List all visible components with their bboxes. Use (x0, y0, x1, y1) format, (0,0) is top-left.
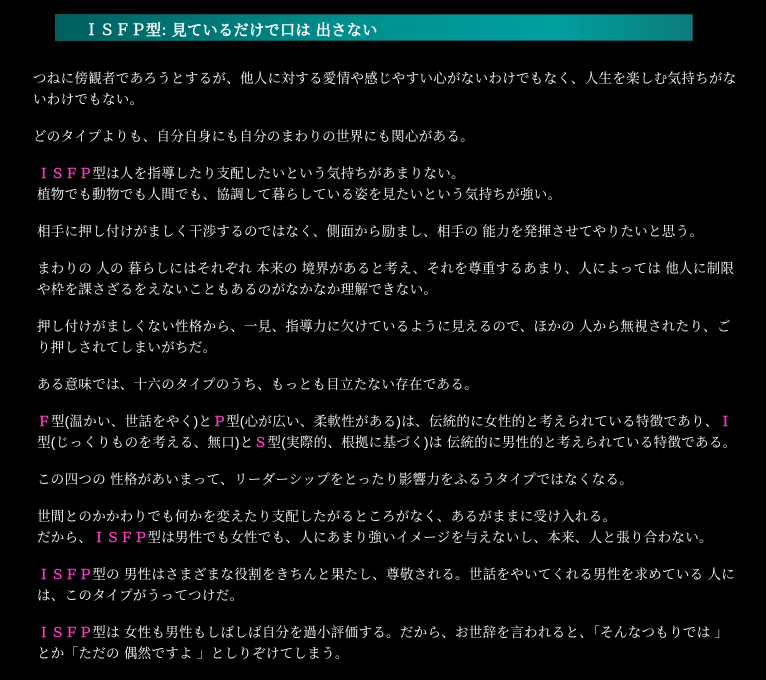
paragraph-9-text: この四つの 性格があいまって、リーダーシップをとったり影響力をふるうタイプではなくなる。 (37, 472, 634, 487)
paragraph-1-text: つねに傍観者であろうとするが、他人に対する愛情や感じやすい心がないわけでもなく、人生を楽しむ気持ちがないわけでもない。 (33, 71, 737, 107)
paragraph-10-accent: ＩＳＦＰ (92, 530, 148, 545)
paragraph-8-accent-s: Ｓ (253, 435, 268, 450)
paragraph-5-text: まわりの 人の 暮らしにはそれぞれ 本来の 境界があると考え、それを尊重するあまり、人によっては 他人に制限や枠を課さざるをえないこともあるのがなかなか理解できない。 (37, 261, 735, 297)
paragraph-3-text2: 植物でも動物でも人間でも、協調して暮らしている姿を見たいという気持ちが強い。 (37, 187, 562, 202)
title-bar (55, 14, 693, 41)
paragraph-4-text: 相手に押し付けがましく干渉するのではなく、側面から励まし、相手の 能力を発揮させてやりたいと思う。 (37, 224, 704, 239)
paragraph-8-t2: 型(心が広い、柔軟性がある)は、伝統的に女性的と考えられている特徴であり、 (226, 414, 719, 429)
paragraph-4 (33, 221, 739, 242)
paragraph-6-text: 押し付けがましくない性格から、一見、指導力に欠けているように見えるので、ほかの 人から無視されたり、ごり押しされてしまいがちだ。 (37, 319, 731, 355)
paragraph-10 (33, 506, 739, 548)
paragraph-8-accent-f: Ｆ (37, 414, 51, 429)
paragraph-3-text: 型は人を指導したり支配したいという気持ちがあまりない。 (92, 166, 465, 181)
paragraph-10-t2: だから、 (37, 530, 93, 545)
paragraph-2 (33, 126, 739, 147)
paragraph-8-t1: 型(温かい、世話をやく)と (50, 414, 213, 429)
paragraph-11-accent: ＩＳＦＰ (37, 567, 93, 582)
paragraph-3 (33, 163, 739, 205)
paragraph-8 (33, 411, 739, 453)
paragraph-12-text: 型は 女性も男性もしばしば自分を過小評価する。だから、お世辞を言われると、「そんなつもりでは 」とか「ただの 偶然ですよ 」としりぞけてしまう。 (37, 625, 729, 661)
page-title: ＩＳＦＰ型: 見ているだけで口は 出さない (84, 22, 378, 39)
paragraph-10-t1: 世間とのかかわりでも何かを変えたり支配したがるところがなく、あるがままに受け入れる。 (37, 509, 617, 524)
paragraph-6 (33, 316, 739, 358)
paragraph-3-accent: ＩＳＦＰ (37, 166, 93, 181)
paragraph-11 (33, 564, 739, 606)
paragraph-12-accent: ＩＳＦＰ (37, 625, 93, 640)
paragraph-5 (33, 258, 739, 300)
paragraph-1 (33, 68, 739, 110)
paragraph-8-accent-p: Ｐ (212, 414, 227, 429)
paragraph-2-text: どのタイプよりも、自分自身にも自分のまわりの世界にも関心がある。 (33, 129, 474, 144)
paragraph-7 (33, 374, 739, 395)
paragraph-12 (33, 622, 739, 664)
document-body (33, 68, 739, 680)
paragraph-8-accent-i: Ｉ (718, 414, 733, 429)
paragraph-8-t3: 型(じっくりものを考える、無口)と (37, 435, 254, 450)
paragraph-10-t3: 型は男性でも女性でも、人にあまり強いイメージを与えないし、本来、人と張り合わない。 (147, 530, 713, 545)
paragraph-8-t4: 型(実際的、根拠に基づく)は 伝統的に男性的と考えられている特徴である。 (267, 435, 737, 450)
paragraph-11-text: 型の 男性はさまざまな役割をきちんと果たし、尊敬される。世話をやいてくれる男性を求めている 人には、このタイプがうってつけだ。 (37, 567, 736, 603)
paragraph-9 (33, 469, 739, 490)
paragraph-7-text: ある意味では、十六のタイプのうち、もっとも目立たない存在である。 (37, 377, 478, 392)
